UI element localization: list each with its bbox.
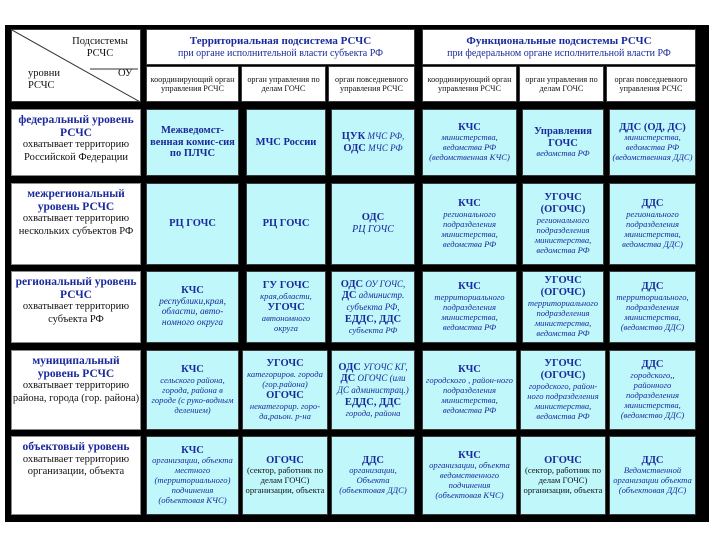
- cell-title: РЦ ГОЧС: [169, 218, 216, 230]
- cell-title: ДС: [340, 373, 356, 385]
- cell-description: организации, объекта местного (территориального) подчинения (объектовая КЧС): [152, 455, 233, 506]
- cell-title: ОДС: [340, 278, 364, 290]
- subheader-territorial-daily: орган повседневного управления РСЧС: [328, 66, 415, 102]
- level-federal: [11, 109, 141, 176]
- cell-title: УГОЧС (ОГОЧС): [540, 275, 586, 299]
- header-territorial: [146, 29, 415, 65]
- header-territorial-sub: при органе исполнительной власти субъекта РФ: [177, 47, 384, 59]
- cell-object-gochs: [242, 436, 328, 515]
- cell-title-3: ЕДДС, ДДС: [344, 313, 402, 325]
- cell-municipal-daily: [331, 350, 415, 430]
- header-functional-title: Функциональные подсистемы РСЧС: [466, 35, 652, 48]
- subheader-territorial-coordinating: координирующий орган управления РСЧС: [146, 66, 239, 102]
- level-title: федеральный уровень РСЧС: [18, 114, 134, 139]
- cell-description: (сектор, работник по делам ГОЧС) организации, объекта: [245, 465, 325, 496]
- cell-description: республики,края, области, авто-номного округа: [159, 296, 226, 329]
- cell-title: Межведомст-венная комис-сия по ПЛЧС: [150, 124, 235, 160]
- cell-interregional-daily: [331, 183, 415, 265]
- cell-description: министерства, ведомства РФ (ведомственная ДДС): [612, 132, 693, 163]
- cell-federal-func-gochs: [522, 109, 604, 176]
- cell-title: РЦ ГОЧС: [262, 218, 310, 230]
- cell-description: РЦ ГОЧС: [352, 224, 394, 236]
- level-regional: [11, 271, 141, 343]
- cell-federal-func-daily: [609, 109, 696, 176]
- level-title: межрегиональный уровень РСЧС: [27, 188, 125, 213]
- cell-title: ОДС: [338, 361, 361, 373]
- cell-title-2: УГОЧС: [267, 302, 305, 314]
- level-description: охватывает территорию субъекта РФ: [22, 301, 130, 325]
- cell-object-daily: [331, 436, 415, 515]
- cell-title: ГУ ГОЧС: [262, 280, 310, 292]
- cell-subtitle: МЧС РФ: [365, 142, 403, 153]
- header-functional-sub: при федеральном органе исполнительной власти РФ: [447, 47, 671, 59]
- cell-title: ОГОЧС: [266, 454, 304, 466]
- cell-title: УГОЧС: [266, 358, 304, 370]
- cell-title: УГОЧС (ОГОЧС): [540, 358, 586, 382]
- cell-federal-coordinating: [146, 109, 239, 176]
- header-functional: [422, 29, 696, 65]
- cell-subtitle: администр. субъекта РФ,: [346, 290, 405, 313]
- corner-top-label: Подсистемы РСЧС: [72, 36, 128, 59]
- cell-title: КЧС: [458, 364, 481, 376]
- cell-description-2: некатегорир. горо-да,раьон. р-на: [249, 400, 321, 421]
- cell-title: ДДС: [361, 454, 385, 466]
- corner-right-label: ОУ: [118, 68, 133, 79]
- level-title: объектовый уровень: [22, 441, 130, 453]
- cell-title: КЧС: [458, 449, 481, 461]
- cell-description: территориального подразделения министерства, ведомства РФ: [527, 297, 599, 338]
- cell-title: ЦУК: [341, 130, 366, 142]
- cell-description: сельского района, города, района в городе (с руко-водным делением): [151, 374, 234, 415]
- cell-regional-coordinating: [146, 271, 239, 343]
- cell-federal-gochs: [246, 109, 326, 176]
- cell-description-3: субъекта РФ: [348, 324, 398, 335]
- cell-description: городского,, районного подразделения министерства, (ведомство ДДС): [620, 369, 685, 420]
- cell-municipal-func-daily: [609, 350, 696, 430]
- cell-title: КЧС: [181, 444, 204, 456]
- cell-federal-daily: [331, 109, 415, 176]
- cell-title: ОДС: [343, 142, 366, 154]
- subheader-functional-daily: орган повседневного управления РСЧС: [606, 66, 696, 102]
- cell-object-func-coordinating: [422, 436, 517, 515]
- cell-regional-gochs: [246, 271, 326, 343]
- cell-title: ДС: [341, 290, 357, 302]
- cell-description: территориального, подразделения министерства, (ведомство ДДС): [616, 291, 689, 332]
- cell-description: категориров. города (гор.района): [247, 369, 323, 390]
- cell-title: ДДС: [641, 359, 664, 371]
- cell-description: территориального подразделения министерства, ведомства РФ: [434, 291, 505, 332]
- cell-regional-func-gochs: [522, 271, 604, 343]
- cell-title: Управления ГОЧС: [534, 125, 592, 149]
- cell-description: края,области,: [260, 291, 312, 302]
- level-description: охватывает территорию нескольких субъектов РФ: [18, 213, 134, 237]
- level-title: региональный уровень РСЧС: [15, 276, 137, 301]
- cell-description: городского, район-ного подразделения министерства, ведомства РФ: [527, 380, 599, 421]
- cell-description: министерства, ведомства РФ (ведомственная КЧС): [429, 132, 510, 163]
- cell-title: УГОЧС (ОГОЧС): [540, 192, 586, 216]
- cell-title: ОГОЧС: [544, 454, 582, 466]
- cell-description: регионального подразделения министерства, ведомства РФ: [534, 214, 592, 255]
- corner-cell: [11, 29, 141, 102]
- cell-description-2: автономного округа: [261, 312, 311, 333]
- cell-title: КЧС: [458, 121, 481, 133]
- header-territorial-title: Территориальная подсистема РСЧС: [189, 35, 372, 48]
- cell-title: КЧС: [458, 198, 481, 210]
- cell-object-func-daily: [609, 436, 696, 515]
- cell-interregional-coordinating: [146, 183, 239, 265]
- cell-title-2: ОГОЧС: [266, 390, 304, 401]
- cell-description-3: города, района: [345, 407, 401, 418]
- cell-title: МЧС России: [255, 136, 317, 148]
- cell-description: регионального подразделения министерства, ведомства РФ: [441, 208, 498, 249]
- cell-description: организации, объекта ведомственного подчинения (объектовая КЧС): [429, 460, 510, 501]
- cell-description: ведомства РФ: [536, 148, 590, 159]
- cell-title: КЧС: [181, 284, 204, 296]
- subheader-functional-gochs: орган управления по делам ГОЧС: [519, 66, 604, 102]
- cell-municipal-gochs: [242, 350, 328, 430]
- cell-title: ОДС: [361, 212, 385, 224]
- level-description: охватывает территорию организации, объекта: [22, 453, 130, 478]
- cell-title: ДДС (ОД, ДС): [619, 121, 686, 133]
- cell-title: ДДС: [641, 281, 664, 293]
- level-interregional: [11, 183, 141, 265]
- cell-description: Ведомственной организации объекта (объектовая ДДС): [613, 465, 692, 496]
- cell-regional-daily: [331, 271, 415, 343]
- level-title: муниципальный уровень РСЧС: [32, 355, 120, 380]
- cell-description: городского , район-ного подразделения министерства, ведомства РФ: [426, 374, 513, 415]
- cell-interregional-func-daily: [609, 183, 696, 265]
- level-description: охватывает территорию района, города (гор. района): [12, 380, 140, 404]
- subheader-functional-coordinating: координирующий орган управления РСЧС: [422, 66, 517, 102]
- cell-regional-func-daily: [609, 271, 696, 343]
- cell-interregional-gochs: [246, 183, 326, 265]
- subheader-territorial-gochs: орган управления по делам ГОЧС: [241, 66, 326, 102]
- cell-subtitle: УГОЧС КГ,: [360, 361, 408, 372]
- cell-title: ДДС: [641, 454, 664, 466]
- cell-federal-func-coordinating: [422, 109, 517, 176]
- cell-title-3: ЕДДС, ДДС: [344, 396, 402, 408]
- cell-subtitle: ОГОЧС (или ДС администрац.): [337, 373, 409, 396]
- cell-description: организации, Объекта (объектовая ДДС): [339, 465, 407, 496]
- cell-object-coordinating: [146, 436, 239, 515]
- cell-municipal-coordinating: [146, 350, 239, 430]
- cell-description: (сектор, работник по делам ГОЧС) организации, объекта: [523, 465, 603, 496]
- level-municipal: [11, 350, 141, 430]
- cell-interregional-func-coordinating: [422, 183, 517, 265]
- cell-title: КЧС: [181, 364, 204, 376]
- cell-description: регионального подразделения министерства, ведомства ДДС): [622, 208, 683, 249]
- corner-left-label: уровни РСЧС: [28, 68, 60, 91]
- cell-object-func-gochs: [520, 436, 606, 515]
- level-object: [11, 436, 141, 515]
- cell-title: ДДС: [641, 198, 664, 210]
- level-description: охватывает территорию Российской Федерации: [22, 139, 130, 163]
- cell-interregional-func-gochs: [522, 183, 604, 265]
- cell-municipal-func-coordinating: [422, 350, 517, 430]
- cell-subtitle: МЧС РФ,: [365, 130, 405, 141]
- cell-title: КЧС: [458, 281, 481, 293]
- cell-regional-func-coordinating: [422, 271, 517, 343]
- cell-subtitle: ОУ ГОЧС,: [363, 278, 406, 289]
- cell-municipal-func-gochs: [520, 350, 606, 430]
